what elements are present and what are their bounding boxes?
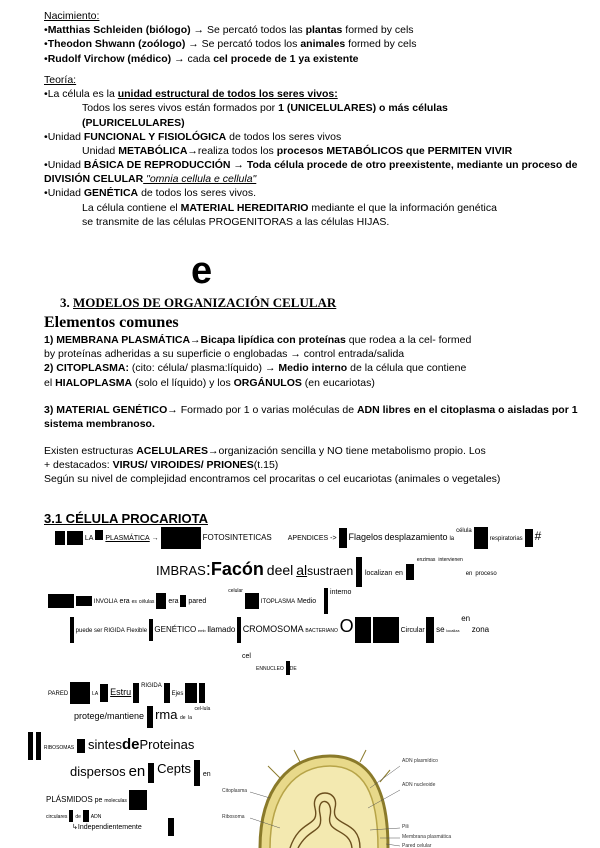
teoria-point-3: •Unidad BÁSICA DE REPRODUCCIÓN → Toda célula procede de otro preexistente, mediante un proceso de DIVISIÓN CELULAR "omnia cellula e cellula" xyxy=(44,159,578,186)
glitch-row-10: PLÁSMIDOS pe moleculas circulares de ADN xyxy=(46,790,147,818)
nacimiento-line-1: •Matthias Schleiden (biólogo) → Se percató todos las plantas formed by cels xyxy=(44,24,414,37)
teoria-point-1: •La célula es la unidad estructural de todos los seres vivos: xyxy=(44,88,338,101)
elementos-comunes-body: 1) MEMBRANA PLASMÁTICA→Bicapa lipídica con proteínas que rodea a la cel- formed by proteínas adheridas a su superficie o englobadas → control entrada/salida 2) CITOPLASMA: (cito: célula/ plasma:líquido) → Medio interno de la célula que contiene el HIALOPLASMA (solo el líquido) y los ORGÁNULOS (en eucariotas) 3) MATERIAL GENÉTICO→ Formado por 1 o varias moléculas de ADN libres en el citoplasma o aisladas por 1 sistema membranoso. Existen estructuras ACELULARES→organización sencilla y NO tiene metabolismo propio. Los + destacados: VIRUS/ VIROIDES/ PRIONES(t.15) Según su nivel de complejidad encontramos cel procaritas o cel eucariotas (animales o vegetales) xyxy=(44,334,578,486)
teoria-point-2: •Unidad FUNCIONAL Y FISIOLÓGICA de todos los seres vivos xyxy=(44,130,342,143)
glitch-row-2: IMBRAS:Facón deel alsustraen localizan en enzimas intervienen en proceso xyxy=(156,557,596,593)
label-ribosoma: Ribosoma xyxy=(222,814,245,820)
teoria-point-4: •Unidad GENÉTICA de todos los seres vivos. xyxy=(44,187,257,200)
label-citoplasma: Citoplasma xyxy=(222,788,248,794)
glitch-row-7: protege/mantiene rma de la cel-lula xyxy=(74,706,210,732)
glitch-row-1: LA PLASMÁTICA → FOTOSINTETICAS APENDICES -> Flagelos desplazamiento la célula respiratorias # xyxy=(55,527,595,551)
nacimiento-line-2: •Theodon Shwann (zoólogo) → Se percató todos los animales formed by cels xyxy=(44,38,417,51)
label-adn-nucleoide: ADN nucleoide xyxy=(402,782,436,788)
glitch-row-5: cel ENNUCLEO DE xyxy=(242,652,297,672)
nacimiento-heading: Nacimiento: xyxy=(44,10,100,22)
section-3-1-title: 3.1 CÉLULA PROCARIOTA xyxy=(44,511,208,526)
nacimiento-line-3: •Rudolf Virchow (médico) → cada cel procede de 1 ya existente xyxy=(44,52,359,65)
glitch-row-11: ↳Independientemente xyxy=(72,818,174,840)
glitch-row-9: dispersos en Cepts en xyxy=(70,760,211,790)
label-membrana-plasmatica: Membrana plasmática xyxy=(402,834,452,840)
teoria-heading: Teoría: xyxy=(44,74,77,86)
teoria-section: Teoría: •La célula es la unidad estructural de todos los seres vivos: Todos los seres vivos están formados por 1 (UNICELULARES) o más células (PLURICELULARES) •Unidad FUNCIONAL Y FISIOLÓGICA de todos los seres vivos Unidad METABÓLICA→realiza todos los procesos METABÓLICOS que PERMITEN VIVIR •Unidad BÁSICA DE REPRODUCCIÓN → Toda célula procede de otro preexistente, mediante un proceso de DIVISIÓN CELULAR "omnia cellula e cellula" •Unidad GENÉTICA de todos los seres vivos. La célula contiene el MATERIAL HEREDITARIO mediante el que la información genética se transmite de las células PROGENITORAS a las células HIJAS. xyxy=(44,73,592,229)
glitch-row-8: RIBOSOMAS sintesdeProteinas xyxy=(28,732,194,762)
label-adn-plasmidico: ADN plasmídico xyxy=(402,758,438,764)
nacimiento-section xyxy=(44,9,584,66)
prokaryote-cell-diagram xyxy=(220,748,590,848)
section-3-title: 3. MODELOS DE ORGANIZACIÓN CELULAR xyxy=(60,295,337,310)
glitch-row-3: INVOLIA era es células era pared celular ITOPLASMA Medio interno xyxy=(48,588,568,612)
glitch-row-6: PARED LA Estru RIGIDA Ejes xyxy=(48,682,205,708)
label-pared-celular: Pared celular xyxy=(402,843,432,848)
big-e-glyph: e xyxy=(191,250,213,292)
label-pili: Pili xyxy=(402,824,409,830)
glitch-row-4: puede ser RIGIDA Flexible GENÉTICO emb llamado CROMOSOMA BACTERIANO O Circular se localiza en zona xyxy=(70,614,590,644)
elementos-comunes-heading: Elementos comunes xyxy=(44,314,179,331)
